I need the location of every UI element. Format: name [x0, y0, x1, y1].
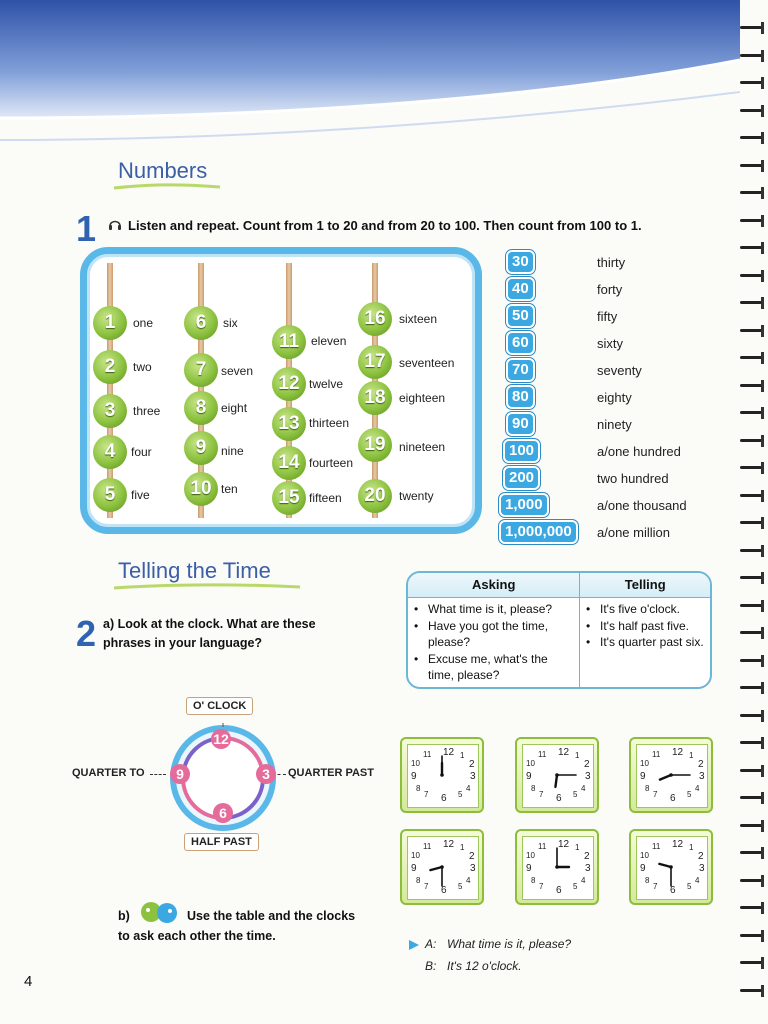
- clock-numeral: 9: [411, 771, 417, 782]
- clock-numeral: 12: [558, 839, 570, 850]
- clock-numeral: 2: [698, 759, 704, 770]
- clock-center: [669, 865, 673, 869]
- number-word: forty: [597, 282, 623, 297]
- clock-numeral: 2: [469, 759, 475, 770]
- spiral-ring: [740, 187, 766, 199]
- spiral-ring: [740, 682, 766, 694]
- clock-center: [555, 773, 559, 777]
- half-past-label: HALF PAST: [184, 833, 259, 851]
- small-clock: [629, 829, 713, 905]
- clock-numeral: 1: [460, 843, 465, 852]
- clock-numeral: 2: [469, 851, 475, 862]
- number-badge: 40: [506, 277, 535, 301]
- oclock-label: O' CLOCK: [186, 697, 253, 715]
- number-bead: 6: [184, 306, 218, 340]
- spiral-binding: [734, 0, 768, 1024]
- spiral-ring: [740, 847, 766, 859]
- clock-numeral: 11: [538, 750, 547, 759]
- clock-numeral: 9: [526, 863, 532, 874]
- clock-numeral: 6: [670, 885, 676, 896]
- number-word: a/one hundred: [597, 444, 681, 459]
- clock-numeral: 8: [645, 876, 650, 885]
- clock-numeral: 10: [526, 851, 535, 860]
- number-word: fourteen: [309, 456, 354, 470]
- spiral-ring: [740, 325, 766, 337]
- clock-numeral: 2: [698, 851, 704, 862]
- pair-work-icon: [138, 900, 180, 926]
- number-bead: 5: [93, 478, 127, 512]
- spiral-ring: [740, 297, 766, 309]
- clock-number: 9: [170, 764, 190, 784]
- telling-phrase: • It's half past five.: [586, 618, 706, 635]
- number-badge: 100: [503, 439, 540, 463]
- asking-phrase: • Excuse me, what's the time, please?: [414, 651, 575, 684]
- number-bead: 11: [272, 325, 306, 359]
- clock-numeral: 5: [573, 790, 578, 799]
- number-word: two: [133, 360, 152, 374]
- clock-hands: [522, 836, 592, 898]
- clock-numeral: 10: [526, 759, 535, 768]
- spiral-ring: [740, 517, 766, 529]
- number-bead: 3: [93, 394, 127, 428]
- number-word: seven: [221, 364, 254, 378]
- clock-numeral: 1: [689, 843, 694, 852]
- number-bead: 20: [358, 479, 392, 513]
- clock-numeral: 11: [423, 842, 432, 851]
- clock-numeral: 5: [573, 882, 578, 891]
- quarter-to-label: QUARTER TO: [72, 767, 145, 779]
- number-badge: 30: [506, 250, 535, 274]
- clock-numeral: 10: [640, 851, 649, 860]
- spiral-ring: [740, 50, 766, 62]
- number-word: eighteen: [399, 391, 446, 405]
- spiral-ring: [740, 655, 766, 667]
- table-header: [408, 573, 710, 598]
- clock-numeral: 5: [687, 790, 692, 799]
- number-word: fifty: [597, 309, 618, 324]
- number-word: thirty: [597, 255, 626, 270]
- clock-numeral: 2: [584, 759, 590, 770]
- spiral-ring: [740, 957, 766, 969]
- spiral-ring: [740, 380, 766, 392]
- clock-numeral: 3: [470, 863, 476, 874]
- clock-numeral: 1: [689, 751, 694, 760]
- number-bead: 15: [272, 481, 306, 515]
- number-word: seventy: [597, 363, 642, 378]
- clock-numeral: 8: [531, 876, 536, 885]
- clock-numeral: 9: [640, 771, 646, 782]
- clock-numeral: 5: [687, 882, 692, 891]
- clock-numeral: 12: [443, 747, 455, 758]
- number-word: twelve: [309, 377, 344, 391]
- clock-numeral: 11: [538, 842, 547, 851]
- number-badge: 60: [506, 331, 535, 355]
- asking-header: Asking: [408, 573, 580, 597]
- small-clock: [400, 737, 484, 813]
- number-badge: 1,000: [499, 493, 549, 517]
- number-word: eight: [221, 401, 248, 415]
- clock-numeral: 7: [539, 882, 544, 891]
- clock-numeral: 10: [640, 759, 649, 768]
- clock-hands: [522, 744, 592, 806]
- clock-numeral: 3: [585, 771, 591, 782]
- clock-numeral: 3: [585, 863, 591, 874]
- number-word: sixty: [597, 336, 623, 351]
- exercise-number-1: 1: [76, 208, 97, 249]
- telling-phrase: • It's five o'clock.: [586, 601, 706, 618]
- number-bead: 16: [358, 302, 392, 336]
- spiral-ring: [740, 600, 766, 612]
- clock-hands: [636, 744, 706, 806]
- spiral-ring: [740, 710, 766, 722]
- number-word: thirteen: [309, 416, 350, 430]
- exercise2b-line2: to ask each other the time.: [118, 929, 276, 943]
- number-bead: 2: [93, 350, 127, 384]
- clock-number: 3: [256, 764, 276, 784]
- number-word: seventeen: [399, 356, 455, 370]
- number-bead: 1: [93, 306, 127, 340]
- number-badge: 70: [506, 358, 535, 382]
- section-title-telling-time: Telling the Time: [118, 558, 271, 583]
- clock-numeral: 5: [458, 882, 463, 891]
- number-word: two hundred: [597, 471, 669, 486]
- number-badge: 80: [506, 385, 535, 409]
- number-word: ninety: [597, 417, 632, 432]
- exercise2a-line2: phrases in your language?: [103, 636, 263, 650]
- clock-numeral: 1: [575, 751, 580, 760]
- clock-numeral: 6: [441, 885, 447, 896]
- number-bead: 17: [358, 345, 392, 379]
- number-bead: 10: [184, 472, 218, 506]
- clock-hands: [636, 836, 706, 898]
- clock-hands: [407, 744, 477, 806]
- spiral-ring: [740, 22, 766, 34]
- clock-numeral: 4: [466, 876, 471, 885]
- clock-numeral: 4: [581, 784, 586, 793]
- clock-numeral: 6: [556, 793, 562, 804]
- clock-numeral: 4: [695, 784, 700, 793]
- spiral-ring: [740, 902, 766, 914]
- spiral-ring: [740, 270, 766, 282]
- number-badge: 1,000,000: [499, 520, 578, 544]
- clock-numeral: 3: [470, 771, 476, 782]
- clock-numeral: 8: [416, 784, 421, 793]
- clock-numeral: 10: [411, 851, 420, 860]
- dialog-b-label: B:: [425, 959, 437, 973]
- quarter-past-label: QUARTER PAST: [288, 767, 374, 779]
- clock-numeral: 3: [699, 863, 705, 874]
- spiral-ring: [740, 462, 766, 474]
- number-bead: 13: [272, 407, 306, 441]
- spiral-ring: [740, 435, 766, 447]
- number-bead: 19: [358, 428, 392, 462]
- spiral-ring: [740, 105, 766, 117]
- clock-numeral: 6: [556, 885, 562, 896]
- clock-numeral: 11: [423, 750, 432, 759]
- telling-phrase: • It's quarter past six.: [586, 634, 706, 651]
- clock-numeral: 11: [652, 842, 661, 851]
- hour-hand: [430, 867, 442, 870]
- clock-number: 6: [213, 803, 233, 823]
- arrow-icon: [408, 939, 420, 951]
- clock-numeral: 2: [584, 851, 590, 862]
- spiral-ring: [740, 792, 766, 804]
- spiral-ring: [740, 77, 766, 89]
- number-word: one: [133, 316, 154, 330]
- number-word: nine: [221, 444, 244, 458]
- clock-numeral: 11: [652, 750, 661, 759]
- clock-numeral: 9: [411, 863, 417, 874]
- number-bead: 7: [184, 353, 218, 387]
- number-badge: 90: [506, 412, 535, 436]
- title-swoosh: [112, 183, 222, 191]
- number-word: three: [133, 404, 161, 418]
- clock-numeral: 7: [539, 790, 544, 799]
- number-word: eighty: [597, 390, 632, 405]
- number-word: ten: [221, 482, 238, 496]
- clock-numeral: 4: [695, 876, 700, 885]
- small-clock: [515, 737, 599, 813]
- page-number: 4: [24, 973, 33, 990]
- title-swoosh: [112, 583, 302, 591]
- number-bead: 8: [184, 391, 218, 425]
- hour-hand: [555, 775, 557, 787]
- number-word: four: [131, 445, 152, 459]
- clock-numeral: 7: [653, 790, 658, 799]
- clock-numeral: 4: [466, 784, 471, 793]
- header-band: [0, 0, 740, 150]
- clock-numeral: 7: [424, 790, 429, 799]
- clock-numeral: 12: [443, 839, 455, 850]
- spiral-ring: [740, 765, 766, 777]
- asking-phrase: • What time is it, please?: [414, 601, 575, 618]
- clock-center: [669, 773, 673, 777]
- telling-header: Telling: [624, 577, 666, 592]
- number-bead: 18: [358, 381, 392, 415]
- spiral-ring: [740, 572, 766, 584]
- asking-telling-table: [406, 571, 712, 689]
- spiral-ring: [740, 242, 766, 254]
- clock-numeral: 12: [558, 747, 570, 758]
- number-word: six: [223, 316, 238, 330]
- clock-numeral: 8: [416, 876, 421, 885]
- clock-numeral: 9: [640, 863, 646, 874]
- clock-numeral: 12: [672, 747, 684, 758]
- clock-numeral: 9: [526, 771, 532, 782]
- number-word: a/one million: [597, 525, 670, 540]
- spiral-ring: [740, 545, 766, 557]
- connector-line: [150, 774, 166, 775]
- spiral-ring: [740, 352, 766, 364]
- clock-center: [440, 773, 444, 777]
- clock-numeral: 7: [424, 882, 429, 891]
- number-word: a/one thousand: [597, 498, 687, 513]
- clock-numeral: 1: [575, 843, 580, 852]
- number-bead: 12: [272, 367, 306, 401]
- clock-number: 12: [211, 729, 231, 749]
- exercise-number-2: 2: [76, 613, 97, 654]
- small-clock: [515, 829, 599, 905]
- small-clock: [629, 737, 713, 813]
- clock-numeral: 10: [411, 759, 420, 768]
- asking-column: [408, 598, 580, 689]
- number-badge: 50: [506, 304, 535, 328]
- clock-numeral: 12: [672, 839, 684, 850]
- clock-center: [440, 865, 444, 869]
- spiral-ring: [740, 737, 766, 749]
- number-bead: 14: [272, 446, 306, 480]
- spiral-ring: [740, 985, 766, 997]
- clock-numeral: 8: [645, 784, 650, 793]
- number-badge: 200: [503, 466, 540, 490]
- number-word: sixteen: [399, 312, 438, 326]
- section-title-numbers: Numbers: [118, 158, 208, 183]
- number-bead: 4: [93, 435, 127, 469]
- exercise2b-line1: Use the table and the clocks: [187, 909, 356, 923]
- clock-numeral: 8: [531, 784, 536, 793]
- telling-column: [580, 598, 710, 689]
- clock-numeral: 4: [581, 876, 586, 885]
- asking-phrase: • Have you got the time, please?: [414, 618, 575, 651]
- spiral-ring: [740, 160, 766, 172]
- spiral-ring: [740, 490, 766, 502]
- clock-hands: [407, 836, 477, 898]
- clock-numeral: 6: [441, 793, 447, 804]
- number-word: nineteen: [399, 440, 446, 454]
- clock-numeral: 1: [460, 751, 465, 760]
- clock-numeral: 7: [653, 882, 658, 891]
- clock-numeral: 3: [699, 771, 705, 782]
- table-body: [408, 598, 710, 689]
- exercise2b-label: b): [118, 909, 130, 923]
- dialog-a-label: A:: [425, 937, 437, 951]
- dialog-a-text: What time is it, please?: [447, 937, 572, 951]
- exercise2a-line1: a) Look at the clock. What are these: [103, 617, 316, 631]
- spiral-ring: [740, 820, 766, 832]
- small-clock: [400, 829, 484, 905]
- exercise1-instruction: Listen and repeat. Count from 1 to 20 and from 20 to 100. Then count from 100 to 1.: [128, 218, 642, 233]
- clock-numeral: 5: [458, 790, 463, 799]
- headphones-icon: [107, 216, 123, 232]
- number-word: five: [131, 488, 150, 502]
- spiral-ring: [740, 627, 766, 639]
- clock-numeral: 6: [670, 793, 676, 804]
- number-word: fifteen: [309, 491, 342, 505]
- spiral-ring: [740, 930, 766, 942]
- number-bead: 9: [184, 431, 218, 465]
- spiral-ring: [740, 132, 766, 144]
- spiral-ring: [740, 215, 766, 227]
- dialog-b-text: It's 12 o'clock.: [447, 959, 522, 973]
- clock-center: [555, 865, 559, 869]
- spiral-ring: [740, 407, 766, 419]
- spiral-ring: [740, 875, 766, 887]
- number-word: twenty: [399, 489, 434, 503]
- number-word: eleven: [311, 334, 347, 348]
